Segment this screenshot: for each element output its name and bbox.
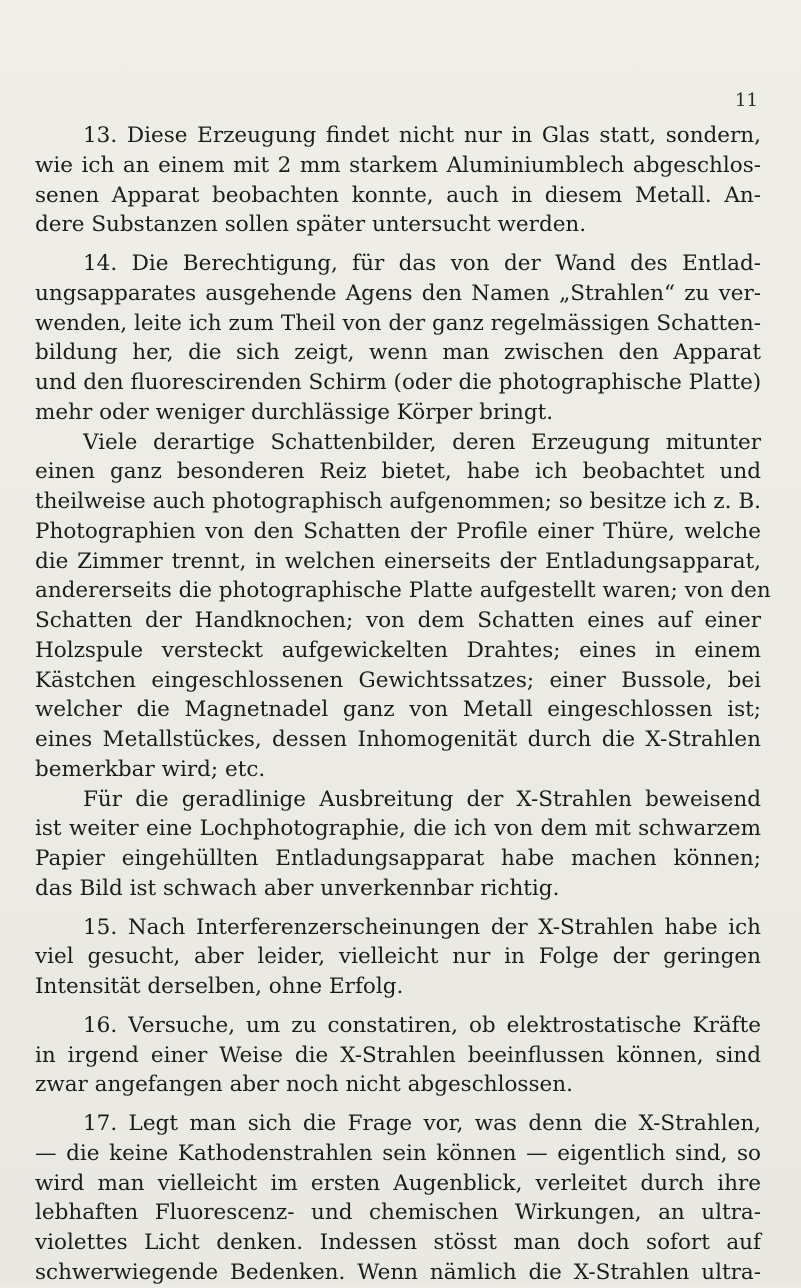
text-line: dere Substanzen sollen später untersucht werden.: [35, 212, 587, 238]
text-line: wird man vielleicht im ersten Augenblick, verleitet durch ihre: [35, 1170, 761, 1196]
page-number: 11: [735, 90, 758, 111]
text-line: Schatten der Handknochen; von dem Schatten eines auf einer: [35, 608, 761, 633]
text-line: zwar angefangen aber noch nicht abgeschlossen.: [35, 1072, 573, 1098]
text-line: ist weiter eine Lochphotographie, die ich von dem mit schwarzem: [35, 816, 761, 842]
paragraph-pinhole: [35, 785, 761, 904]
text-line: schwerwiegende Bedenken. Wenn nämlich die X-Strahlen ultra-: [35, 1259, 761, 1285]
text-line: theilweise auch photographisch aufgenommen; so besitze ich z. B.: [35, 489, 761, 514]
text-line: mehr oder weniger durchlässige Körper bringt.: [35, 399, 554, 425]
text-line: 13. Diese Erzeugung findet nicht nur in Glas statt, sondern,: [83, 123, 761, 148]
text-line: bildung her, die sich zeigt, wenn man zwischen den Apparat: [35, 340, 761, 366]
text-line: Holzspule versteckt aufgewickelten Drahtes; eines in einem: [35, 637, 761, 663]
text-line: andererseits die photographische Platte aufgestellt waren; von den: [35, 578, 771, 604]
paragraph-14: [35, 249, 761, 428]
text-line: 17. Legt man sich die Frage vor, was denn die X-Strahlen,: [83, 1111, 761, 1136]
text-line: — die keine Kathodenstrahlen sein können — eigentlich sind, so: [35, 1140, 761, 1166]
text-line: das Bild ist schwach aber unverkennbar richtig.: [35, 875, 560, 901]
text-line: welcher die Magnetnadel ganz von Metall eingeschlossen ist;: [35, 697, 761, 723]
paragraph-shadow-images: [35, 428, 771, 785]
paragraph-13: [35, 121, 761, 240]
text-line: die Zimmer trennt, in welchen einerseits der Entladungsapparat,: [35, 548, 761, 574]
text-line: Intensität derselben, ohne Erfolg.: [35, 974, 404, 999]
paragraph-17: [35, 1109, 761, 1288]
text-line: Viele derartige Schattenbilder, deren Erzeugung mitunter: [83, 429, 761, 455]
text-line: 15. Nach Interferenzerscheinungen der X-Strahlen habe ich: [83, 914, 761, 940]
text-line: Kästchen eingeschlossenen Gewichtssatzes; einer Bussole, bei: [35, 667, 761, 693]
text-line: bemerkbar wird; etc.: [35, 756, 266, 782]
text-line: wie ich an einem mit 2 mm starkem Aluminiumblech abgeschlos-: [35, 152, 761, 178]
text-line: violettes Licht denken. Indessen stösst man doch sofort auf: [35, 1230, 761, 1255]
text-line: Für die geradlinige Ausbreitung der X-Strahlen beweisend: [83, 786, 761, 812]
text-line: Photographien von den Schatten der Profile einer Thüre, welche: [35, 518, 761, 544]
text-line: wenden, leite ich zum Theil von der ganz regelmässigen Schatten-: [35, 310, 761, 336]
paragraph-15: [35, 913, 761, 1002]
text-line: in irgend einer Weise die X-Strahlen beeinflussen können, sind: [35, 1042, 761, 1068]
page-body-text: [35, 121, 771, 1288]
text-line: 14. Die Berechtigung, für das von der Wand des Entlad-: [83, 251, 761, 276]
text-line: und den fluorescirenden Schirm (oder die photographische Platte): [35, 370, 762, 395]
text-line: ungsapparates ausgehende Agens den Namen „Strahlen“ zu ver-: [35, 280, 761, 306]
text-line: 16. Versuche, um zu constatiren, ob elektrostatische Kräfte: [83, 1012, 761, 1038]
paragraph-16: [35, 1011, 761, 1100]
text-line: eines Metallstückes, dessen Inhomogenität durch die X-Strahlen: [35, 727, 761, 752]
text-line: senen Apparat beobachten konnte, auch in diesem Metall. An-: [35, 182, 761, 208]
text-line: einen ganz besonderen Reiz bietet, habe ich beobachtet und: [35, 459, 761, 485]
text-line: viel gesucht, aber leider, vielleicht nur in Folge der geringen: [35, 944, 761, 970]
text-line: Papier eingehüllten Entladungsapparat habe machen können;: [35, 846, 761, 871]
text-line: lebhaften Fluorescenz- und chemischen Wirkungen, an ultra-: [35, 1200, 761, 1226]
